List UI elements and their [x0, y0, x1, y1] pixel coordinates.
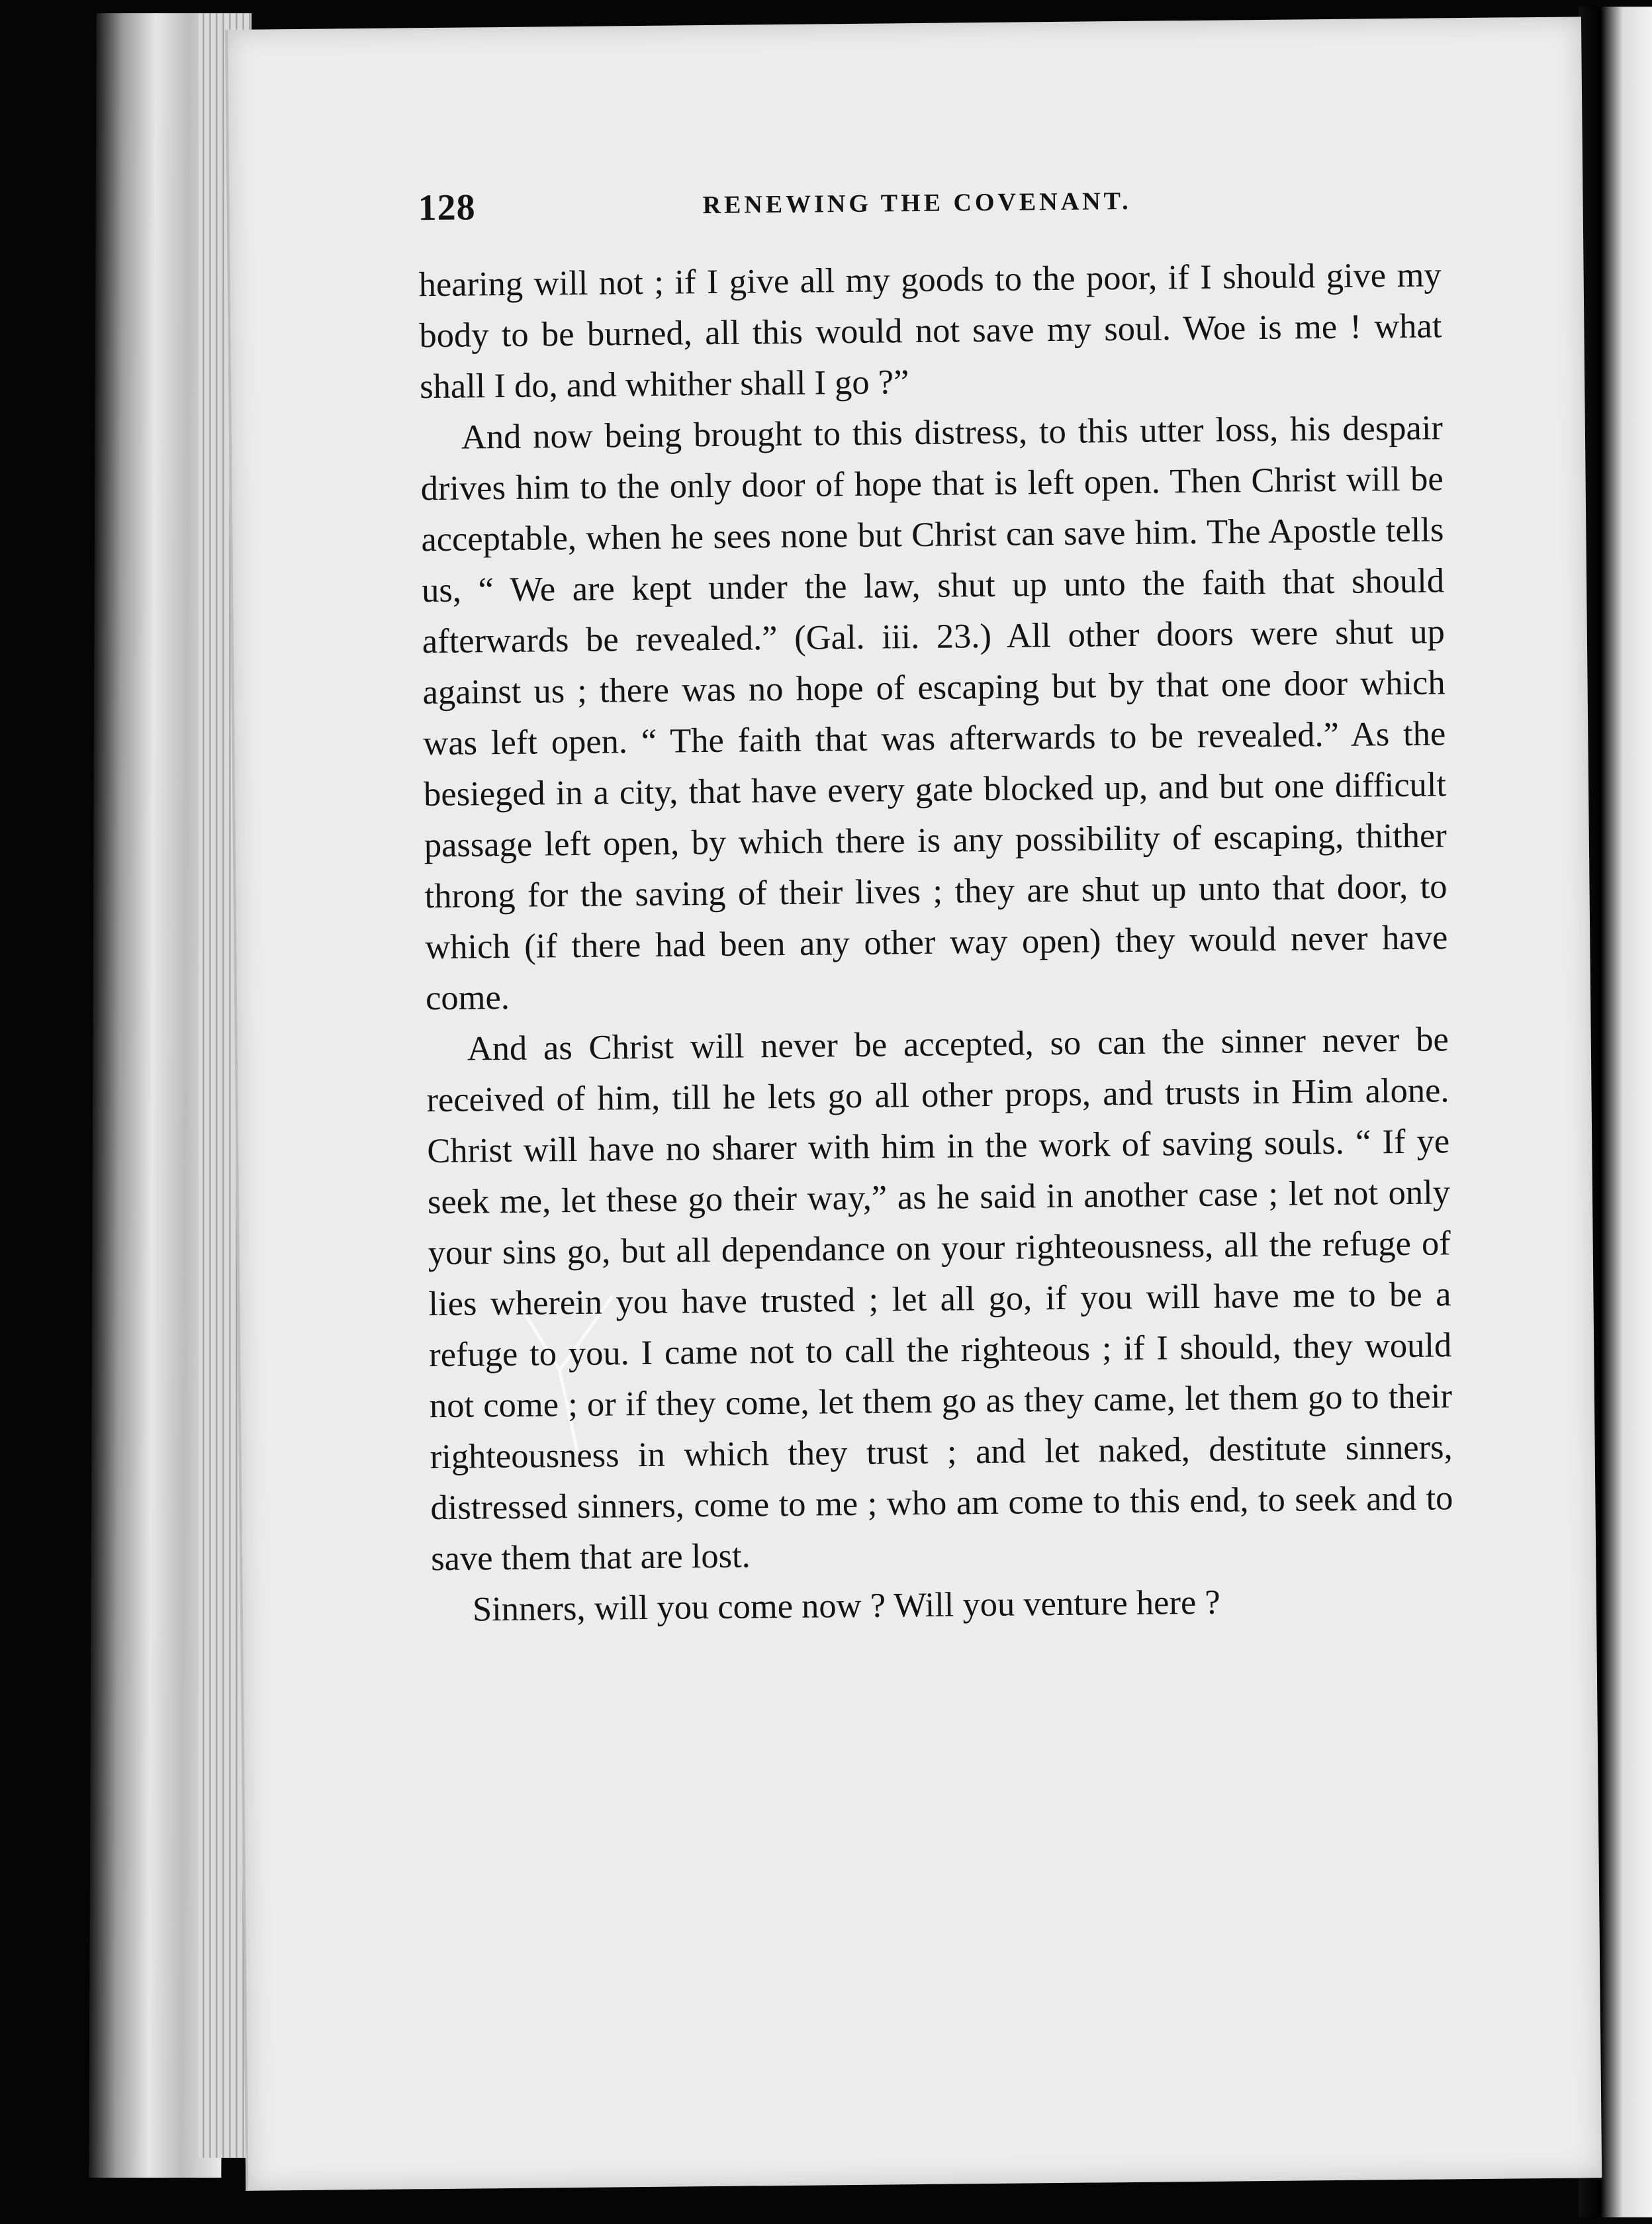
- running-header: [418, 177, 1441, 246]
- paragraph-4: Sinners, will you come now ? Will you venture here ?: [472, 1583, 1220, 1629]
- paragraph-3: And as Christ will never be accepted, so can the sinner never be received of him, till he lets go all other props, and trusts in Him alone. Christ will have no sharer with him in the work of saving souls. “ If ye seek me, let these go their way,” as he said in another case ; let not only your sins go, but all dependance on your righteousness, all the refuge of lies wherein you have trusted ; let all go, if you will have me to be a refuge to you. I came not to call the righteous ; if I should, they would not come ; or if they come, let them go as they came, let them go to their righteousness in which they trust ; and let naked, destitute sinners, distressed sinners, come to me ; who am come to this end, to seek and to save them that are lost.: [426, 1020, 1453, 1579]
- page-number: 128: [418, 187, 476, 229]
- paragraph-1: hearing will not ; if I give all my goods to the poor, if I should give my body to be burned, all this would not save my soul. Woe is me ! what shall I do, and whither shall I go ?”: [418, 255, 1442, 406]
- running-head-title: RENEWING THE COVENANT.: [702, 187, 1132, 220]
- paragraph-2: And now being brought to this distress, to this utter loss, his despair drives him to the only door of hope that is left open. Then Christ will be acceptable, when he sees none but Christ can save him. The Apostle tells us, “ We are kept under the law, shut up unto the faith that should afterwards be revealed.” (Gal. iii. 23.) All other doors were shut up against us ; there was no hope of escaping but by that one door which was left open. “ The faith that was afterwards to be revealed.” As the besieged in a city, that have every gate blocked up, and but one difficult passage left open, by which there is any possibility of escaping, thither throng for the saving of their lives ; they are shut up unto that door, to which (if there had been any other way open) they would never have come.: [420, 408, 1448, 1018]
- book-page: [225, 17, 1602, 2191]
- page-text-block: [418, 177, 1454, 1636]
